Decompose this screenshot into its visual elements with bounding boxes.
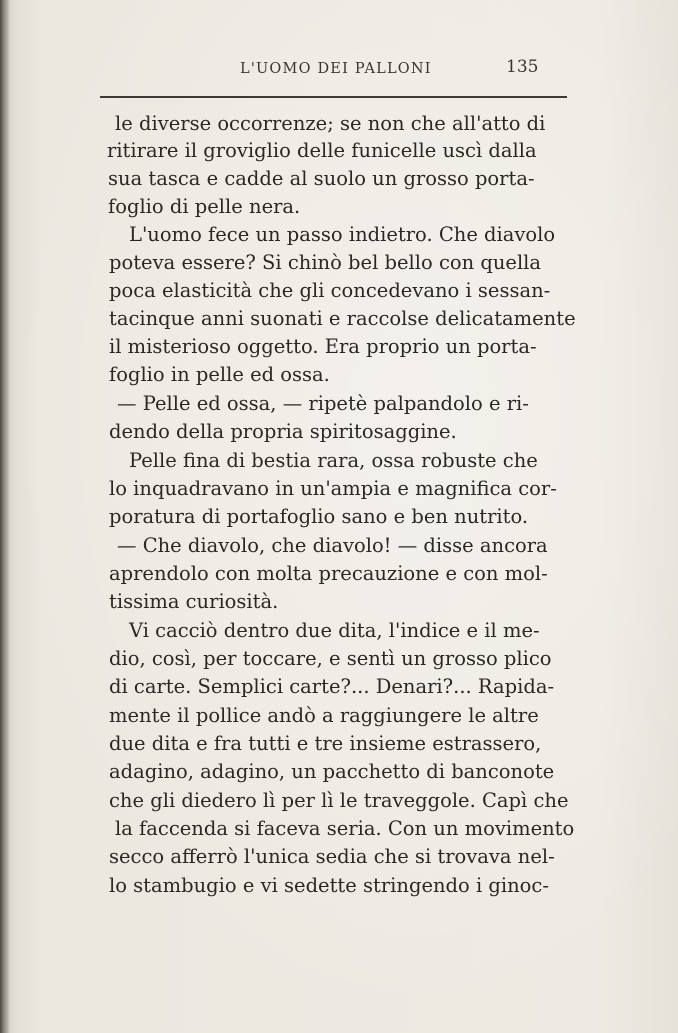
text-line: tacinque anni suonati e raccolse delicatamente (109, 307, 576, 330)
text-line: — Che diavolo, che diavolo! — disse ancora (117, 534, 548, 557)
text-line: poca elasticità che gli concedevano i sessan- (109, 279, 551, 302)
text-line: secco afferrò l'unica sedia che si trovava nel- (109, 845, 555, 868)
text-line: che gli diedero lì per lì le traveggole. Capì che (109, 789, 569, 812)
text-line: aprendolo con molta precauzione e con mol- (109, 562, 548, 585)
text-line: poteva essere? Si chinò bel bello con quella (109, 251, 542, 274)
binding-shadow (0, 0, 10, 1033)
text-line: sua tasca e cadde al suolo un grosso porta- (108, 167, 535, 190)
text-line: tissima curiosità. (109, 590, 279, 613)
text-line: ritirare il groviglio delle funicelle uscì dalla (107, 139, 537, 162)
text-line: L'uomo fece un passo indietro. Che diavolo (129, 223, 556, 246)
text-line: dio, così, per toccare, e sentì un grosso plico (109, 647, 552, 670)
text-line: di carte. Semplici carte?... Denari?... Rapida- (109, 675, 555, 698)
text-line: dendo della propria spiritosaggine. (109, 420, 457, 443)
text-line: foglio in pelle ed ossa. (109, 363, 330, 386)
header-rule (100, 96, 567, 98)
text-line: lo stambugio e vi sedette stringendo i ginoc- (109, 874, 549, 897)
text-line: — Pelle ed ossa, — ripetè palpandolo e ri- (117, 392, 529, 415)
running-title: L'UOMO DEI PALLONI (240, 61, 432, 77)
text-line: poratura di portafoglio sano e ben nutrito. (109, 505, 529, 528)
text-line: le diverse occorrenze; se non che all'atto di (115, 112, 546, 135)
text-line: mente il pollice andò a raggiungere le altre (109, 704, 539, 727)
text-line: due dita e fra tutti e tre insieme estrassero, (109, 732, 542, 755)
page-number: 135 (506, 57, 539, 77)
text-line: Pelle fina di bestia rara, ossa robuste che (129, 449, 538, 472)
text-line: Vi cacciò dentro due dita, l'indice e il me- (129, 619, 540, 642)
text-line: foglio di pelle nera. (108, 195, 301, 218)
text-line: la faccenda si faceva seria. Con un movimento (115, 817, 575, 840)
text-line: il misterioso oggetto. Era proprio un porta- (109, 335, 537, 358)
text-line: lo inquadravano in un'ampia e magnifica cor- (109, 477, 557, 500)
text-line: adagino, adagino, un pacchetto di banconote (109, 760, 555, 783)
